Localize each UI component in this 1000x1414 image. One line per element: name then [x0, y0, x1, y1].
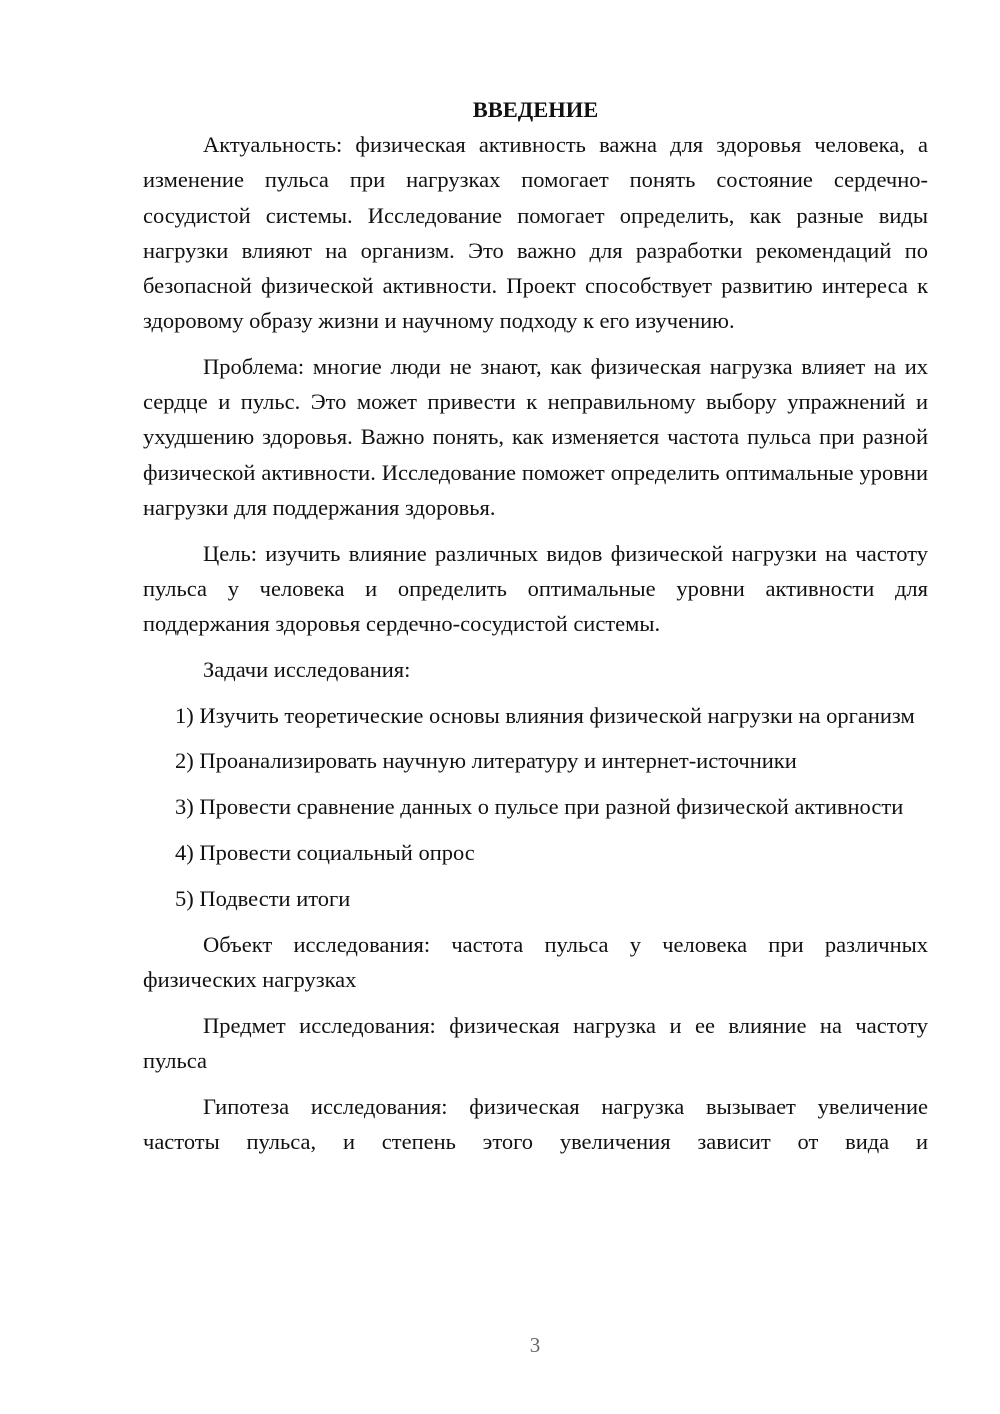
list-item: 2) Проанализировать научную литературу и интернет-источники [175, 748, 797, 774]
list-item: 3) Провести сравнение данных о пульсе при разной физической активности [175, 794, 904, 820]
page-body [143, 92, 928, 1159]
paragraph-problem: Проблема: многие люди не знают, как физическая нагрузка влияет на их сердце и пульс. Это может привести к неправильному выбору упражнений и ухудшению здоровья. Важно понять, как изменяется частота пульса при разной физической активности. Исследование поможет определить оптимальные уровни нагрузки для поддержания здоровья. [143, 354, 928, 520]
paragraph-object: Объект исследования: частота пульса у человека при различных физических нагрузках [143, 931, 928, 992]
list-item: 5) Подвести итоги [175, 885, 351, 911]
paragraph-goal: Цель: изучить влияние различных видов физической нагрузки на частоту пульса у человека и определить оптимальные уровни активности для поддержания здоровья сердечно-сосудистой системы. [143, 540, 928, 637]
page-title: ВВЕДЕНИЕ [472, 97, 599, 122]
paragraph-subject: Предмет исследования: физическая нагрузка и ее влияние на частоту пульса [143, 1012, 928, 1073]
paragraph-relevance: Актуальность: физическая активность важна для здоровья человека, а изменение пульса при нагрузках помогает понять состояние сердечно-сосудистой системы. Исследование помогает определить, как разные виды нагрузки влияют на организм. Это важно для разработки рекомендаций по безопасной физической активности. Проект способствует развитию интереса к здоровому образу жизни и научному подходу к его изучению. [143, 132, 928, 334]
list-item: 1) Изучить теоретические основы влияния физической нагрузки на организм [175, 702, 915, 728]
list-item: 4) Провести социальный опрос [175, 840, 475, 866]
paragraph-hypothesis: Гипотеза исследования: физическая нагрузка вызывает увеличение частоты пульса, и степень этого увеличения зависит от вида и [143, 1093, 928, 1154]
tasks-heading: Задачи исследования: [203, 656, 411, 682]
page-number: 3 [529, 1333, 541, 1357]
